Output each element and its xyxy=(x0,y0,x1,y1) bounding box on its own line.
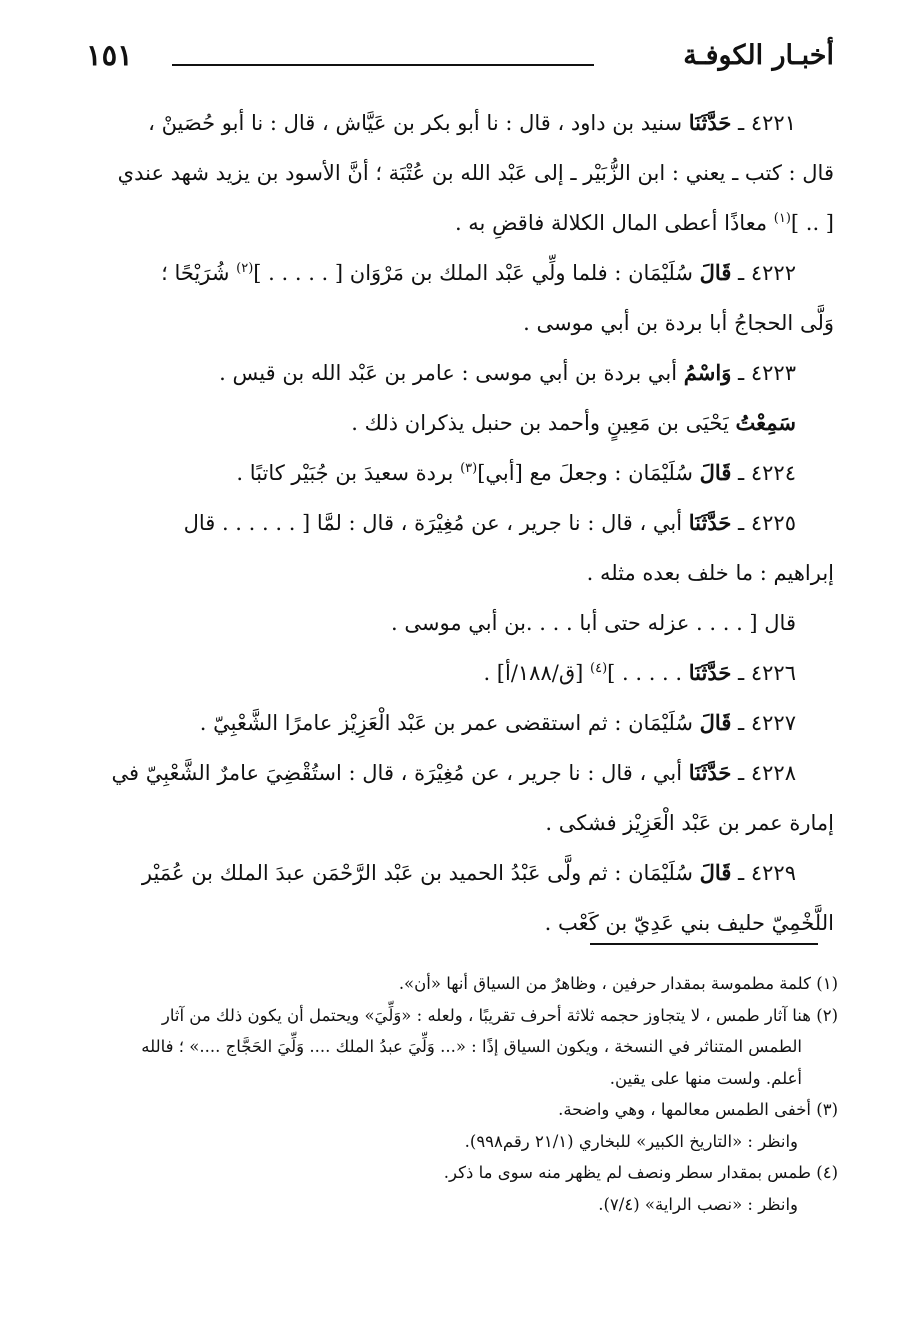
footnote-reference: (٤) xyxy=(590,661,608,676)
footnote-line: أعلم. ولست منها على يقين. xyxy=(609,1068,802,1088)
footnote-line: (٣) أخفى الطمس معالمها ، وهي واضحة. xyxy=(558,1100,838,1119)
text-line xyxy=(82,248,834,298)
text-line xyxy=(82,148,834,198)
text-line xyxy=(82,848,834,898)
text-line xyxy=(82,698,834,748)
line-text-continued: معاذًا أعطى المال الكلالة فاقضِ به . xyxy=(454,211,774,235)
entry-number: ٤٢٢٨ ـ xyxy=(731,761,796,785)
footnote-line: وانظر : «التاريخ الكبير» للبخاري (٢١/١ رقم٩٩٨). xyxy=(464,1131,798,1151)
line-text: قال [ . . . . عزله حتى أبا . . . .بن أبي موسى . xyxy=(391,611,796,635)
line-text: سُلَيْمَان : وجعلَ مع [أبي] xyxy=(477,461,700,485)
entry-number: ٤٢٢٩ ـ xyxy=(731,861,796,885)
footnotes xyxy=(82,968,838,1220)
line-text: [ .. ] xyxy=(790,211,834,235)
line-text: وَلَّى الحجاجُ أبا بردة بن أبي موسى . xyxy=(523,311,834,335)
line-text: اللَّخْمِيّ حليف بني عَدِيّ بن كَعْب . xyxy=(544,911,834,935)
line-text: يَحْيَى بن مَعِينٍ وأحمد بن حنبل يذكران ذلك . xyxy=(351,411,736,435)
narration-keyword: حَدَّثَنَا xyxy=(688,110,732,135)
entry-number: ٤٢٢٥ ـ xyxy=(731,511,796,535)
footnote-reference: (٣) xyxy=(460,461,478,476)
entry-number: ٤٢٢١ ـ xyxy=(731,111,796,135)
narration-keyword: سَمِعْتُ xyxy=(735,410,796,435)
line-text: . . . . . ] xyxy=(607,661,689,685)
text-line xyxy=(82,598,834,648)
footnote-reference: (٢) xyxy=(236,261,254,276)
line-text: إمارة عمر بن عَبْد الْعَزِيْز فشكى . xyxy=(545,811,834,835)
text-line xyxy=(82,348,834,398)
text-line xyxy=(82,98,834,148)
footnote-reference: (١) xyxy=(773,211,791,226)
text-line xyxy=(82,798,834,848)
line-text: سُلَيْمَان : فلما ولِّي عَبْد الملك بن مَرْوَان [ . . . . . ] xyxy=(253,261,700,285)
line-text: سُلَيْمَان : ثم ولَّى عَبْدُ الحميد بن عَبْد الرَّحْمَن عبدَ الملك بن عُمَيْر xyxy=(141,861,700,885)
footnote-line: وانظر : «نصب الراية» (٧/٤). xyxy=(598,1194,798,1214)
text-line xyxy=(82,298,834,348)
text-line xyxy=(82,448,834,498)
line-text: أبي ، قال : نا جرير ، عن مُغِيْرَة ، قال : لمَّا [ . . . . . . قال xyxy=(183,511,689,535)
narration-keyword: حَدَّثَنَا xyxy=(688,510,732,535)
entry-number: ٤٢٢٣ ـ xyxy=(731,361,796,385)
narration-keyword: قَالَ xyxy=(699,460,732,485)
line-text: سُلَيْمَان : ثم استقضى عمر بن عَبْد الْعَزِيْز عامرًا الشَّعْبِيّ . xyxy=(199,711,700,735)
entry-number: ٤٢٢٧ ـ xyxy=(731,711,796,735)
footnote-line: (٢) هنا آثار طمس ، لا يتجاوز حجمه ثلاثة أحرف تقريبًا ، ولعله : «وَلِّيَ» ويحتمل أن يكون ذلك من آثار xyxy=(161,1005,838,1025)
narration-keyword: حَدَّثَنَا xyxy=(688,660,732,685)
line-text-continued: [ق/١٨٨/أ] . xyxy=(483,661,590,685)
header-rule xyxy=(172,64,594,66)
line-text-continued: بردة سعيدَ بن جُبَيْر كاتبًا . xyxy=(236,461,461,485)
line-text: قال : كتب ـ يعني : ابن الزُّبَيْر ـ إلى عَبْد الله بن عُتْبَة ؛ أنَّ الأسود بن يزيد شهد عندي xyxy=(117,161,834,185)
footnote-line: (١) كلمة مطموسة بمقدار حرفين ، وظاهرٌ من السياق أنها «أن». xyxy=(398,974,838,993)
line-text: سنيد بن داود ، قال : نا أبو بكر بن عَيَّاش ، قال : نا أبو حُصَينْ ، xyxy=(148,111,689,135)
line-text: أبي بردة بن أبي موسى : عامر بن عَبْد الله بن قيس . xyxy=(219,361,684,385)
text-line xyxy=(82,548,834,598)
entry-number: ٤٢٢٤ ـ xyxy=(731,461,796,485)
footnote-separator xyxy=(590,943,818,945)
running-title: أخبـار الكوفـة xyxy=(683,40,834,71)
page-header xyxy=(86,36,834,86)
text-line xyxy=(82,398,834,448)
text-line xyxy=(82,198,834,248)
narration-keyword: حَدَّثَنَا xyxy=(688,760,732,785)
text-line xyxy=(82,748,834,798)
narration-keyword: قَالَ xyxy=(699,710,732,735)
entry-number: ٤٢٢٢ ـ xyxy=(731,261,796,285)
page-number: ١٥١ xyxy=(86,38,133,72)
narration-keyword: وَاسْمُ xyxy=(683,360,732,385)
line-text-continued: شُرَيْحًا ؛ xyxy=(161,261,237,285)
entry-number: ٤٢٢٦ ـ xyxy=(731,661,796,685)
text-line xyxy=(82,898,834,948)
line-text: إبراهيم : ما خلف بعده مثله . xyxy=(586,561,834,585)
line-text: أبي ، قال : نا جرير ، عن مُغِيْرَة ، قال : استُقْضِيَ عامرٌ الشَّعْبِيّ في xyxy=(111,761,689,785)
hadith-text-body xyxy=(82,98,834,948)
footnote-line: (٤) طمس بمقدار سطر ونصف لم يظهر منه سوى ما ذكر. xyxy=(443,1163,838,1182)
text-line xyxy=(82,648,834,698)
narration-keyword: قَالَ xyxy=(699,860,732,885)
footnote-line: الطمس المتناثر في النسخة ، ويكون السياق إذًا : «... وَلِّيَ عبدُ الملك .... وَلِّيَ الحَجَّاج ....» ؛ فالله xyxy=(141,1037,802,1056)
text-line xyxy=(82,498,834,548)
narration-keyword: قَالَ xyxy=(699,260,732,285)
